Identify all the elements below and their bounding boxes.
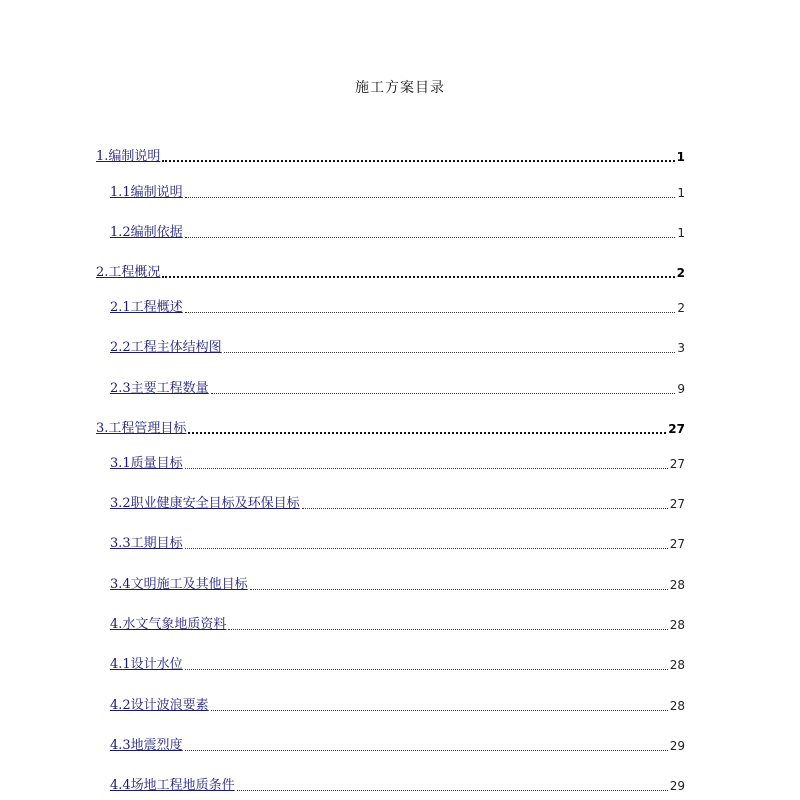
toc-page-number: 2 bbox=[676, 266, 685, 280]
toc-link[interactable]: 3.2职业健康安全目标及环保目标 bbox=[110, 496, 300, 511]
toc-entry[interactable] bbox=[110, 656, 685, 674]
toc-page-number: 27 bbox=[669, 457, 685, 471]
toc-leader-dots bbox=[185, 312, 676, 313]
toc-leader-dots bbox=[185, 750, 668, 751]
toc-page-number: 28 bbox=[669, 618, 685, 632]
toc-link[interactable]: 1.编制说明 bbox=[96, 149, 161, 164]
toc-entry[interactable] bbox=[110, 616, 685, 634]
toc-link[interactable]: 1.1编制说明 bbox=[110, 185, 183, 200]
toc-leader-dots bbox=[188, 432, 666, 434]
toc-link[interactable]: 3.4文明施工及其他目标 bbox=[110, 577, 248, 592]
toc-leader-dots bbox=[185, 669, 668, 670]
toc-page-number: 28 bbox=[669, 578, 685, 592]
toc-link[interactable]: 1.2编制依据 bbox=[110, 225, 183, 240]
toc-entry[interactable] bbox=[110, 495, 685, 513]
toc-entry[interactable] bbox=[96, 148, 685, 166]
toc-entry[interactable] bbox=[110, 339, 685, 357]
toc-link[interactable]: 4.4场地工程地质条件 bbox=[110, 778, 235, 793]
toc-entry[interactable] bbox=[110, 299, 685, 317]
toc-page-number: 3 bbox=[677, 341, 685, 355]
toc-leader-dots bbox=[211, 710, 668, 711]
toc-link[interactable]: 3.工程管理目标 bbox=[96, 421, 187, 436]
toc-entry[interactable] bbox=[110, 737, 685, 755]
toc-page-number: 9 bbox=[677, 382, 685, 396]
toc-page-number: 1 bbox=[676, 150, 685, 164]
toc-entry[interactable] bbox=[110, 380, 685, 398]
toc-leader-dots bbox=[185, 237, 676, 238]
toc-leader-dots bbox=[211, 393, 676, 394]
toc-entry[interactable] bbox=[96, 420, 685, 438]
toc-page-number: 28 bbox=[669, 699, 685, 713]
toc-leader-dots bbox=[162, 160, 674, 162]
toc-page-number: 29 bbox=[669, 779, 685, 793]
toc-link[interactable]: 4.2设计波浪要素 bbox=[110, 698, 209, 713]
toc-link[interactable]: 4.水文气象地质资料 bbox=[110, 617, 227, 632]
toc-link[interactable]: 2.2工程主体结构图 bbox=[110, 340, 222, 355]
toc-link[interactable]: 2.3主要工程数量 bbox=[110, 381, 209, 396]
toc-entry[interactable] bbox=[110, 224, 685, 242]
toc-leader-dots bbox=[185, 197, 676, 198]
toc-entry[interactable] bbox=[110, 697, 685, 715]
toc-link[interactable]: 2.1工程概述 bbox=[110, 300, 183, 315]
toc-page-number: 27 bbox=[669, 537, 685, 551]
toc-leader-dots bbox=[224, 352, 676, 353]
toc-page-number: 27 bbox=[668, 422, 685, 436]
toc-entry[interactable] bbox=[96, 264, 685, 282]
toc-page-number: 27 bbox=[669, 497, 685, 511]
toc-link[interactable]: 3.1质量目标 bbox=[110, 456, 183, 471]
toc-entry[interactable] bbox=[110, 535, 685, 553]
page-title: 施工方案目录 bbox=[355, 80, 445, 96]
toc-leader-dots bbox=[185, 468, 668, 469]
toc-leader-dots bbox=[228, 629, 667, 630]
toc-entry[interactable] bbox=[110, 777, 685, 795]
toc-page-number: 2 bbox=[677, 301, 685, 315]
toc-leader-dots bbox=[237, 790, 668, 791]
toc-link[interactable]: 4.1设计水位 bbox=[110, 657, 183, 672]
toc-link[interactable]: 3.3工期目标 bbox=[110, 536, 183, 551]
toc-entry[interactable] bbox=[110, 576, 685, 594]
toc-link[interactable]: 2.工程概况 bbox=[96, 265, 161, 280]
toc-page-number: 28 bbox=[669, 658, 685, 672]
toc-link[interactable]: 4.3地震烈度 bbox=[110, 738, 183, 753]
toc-entry[interactable] bbox=[110, 455, 685, 473]
toc-leader-dots bbox=[302, 508, 668, 509]
toc-page-number: 29 bbox=[669, 739, 685, 753]
toc-leader-dots bbox=[162, 276, 674, 278]
toc-entry[interactable] bbox=[110, 184, 685, 202]
toc-leader-dots bbox=[250, 589, 668, 590]
toc-page-number: 1 bbox=[677, 186, 685, 200]
toc-leader-dots bbox=[185, 548, 668, 549]
toc-page-number: 1 bbox=[677, 226, 685, 240]
